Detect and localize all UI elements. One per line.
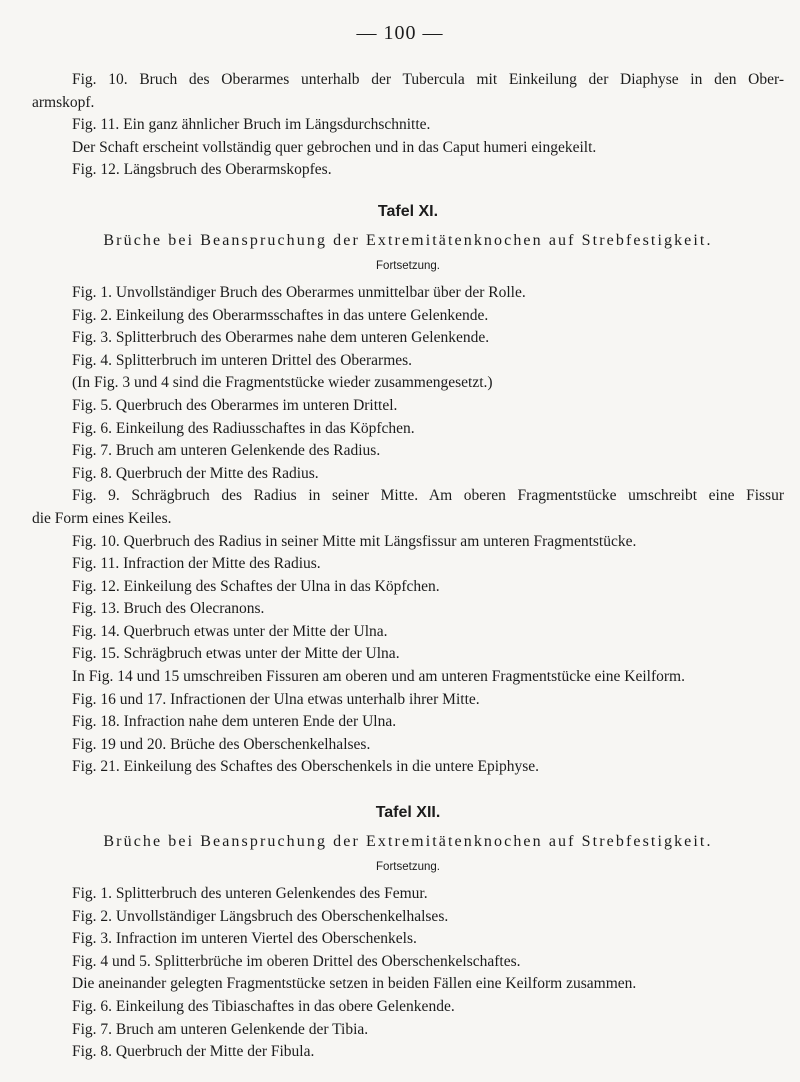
text-line: (In Fig. 3 und 4 sind die Fragmentstücke wieder zusammengesetzt.) [72, 374, 493, 392]
text-line: die Form eines Keiles. [32, 509, 172, 527]
tafel-xi-section [32, 202, 784, 779]
text-line: Fig. 15. Schrägbruch etwas unter der Mitte der Ulna. [72, 645, 400, 663]
text-line: Fig. 6. Einkeilung des Tibiaschaftes in das obere Gelenkende. [72, 998, 455, 1015]
text-line: Fig. 4 und 5. Splitterbrüche im oberen Drittel des Oberschenkelschaftes. [72, 952, 521, 970]
text-line: Fig. 14. Querbruch etwas unter der Mitte der Ulna. [72, 622, 388, 640]
text-line: Fig. 4. Splitterbruch im unteren Drittel des Oberarmes. [72, 351, 413, 369]
text-line: Fig. 1. Unvollständiger Bruch des Oberarmes unmittelbar über der Rolle. [72, 283, 526, 301]
text-line: armskopf. [32, 93, 95, 111]
text-line: Der Schaft erscheint vollständig quer gebrochen und in das Caput humeri eingekeilt. [72, 138, 597, 156]
text-line: Fig. 10. Bruch des Oberarmes unterhalb der Tubercula mit Einkeilung der Diaphyse in den Ober- [72, 71, 784, 88]
text-line: Die aneinander gelegten Fragmentstücke setzen in beiden Fällen eine Keilform zusammen. [72, 975, 637, 993]
text-line: Fig. 16 und 17. Infractionen der Ulna etwas unterhalb ihrer Mitte. [72, 690, 480, 708]
text-line: Fig. 3. Splitterbruch des Oberarmes nahe dem unteren Gelenkende. [72, 329, 490, 347]
section-note: Fortsetzung. [376, 259, 440, 272]
text-line: Fig. 19 und 20. Brüche des Oberschenkelhalses. [72, 735, 371, 753]
tafel-xii-section [32, 803, 784, 1064]
page-body [32, 69, 784, 1064]
section-subtitle: Brüche bei Beanspruchung der Extremitätenknochen auf Strebfestigkeit. [103, 231, 713, 249]
text-line: Fig. 5. Querbruch des Oberarmes im unteren Drittel. [72, 396, 398, 414]
text-line: Fig. 6. Einkeilung des Radiusschaftes in das Köpfchen. [72, 419, 415, 437]
text-line: Fig. 2. Unvollständiger Längsbruch des Oberschenkelhalses. [72, 907, 449, 925]
text-line: Fig. 10. Querbruch des Radius in seiner Mitte mit Längsfissur am unteren Fragmentstücke. [72, 532, 637, 550]
text-line: Fig. 1. Splitterbruch des unteren Gelenkendes des Femur. [72, 885, 428, 903]
text-line: Fig. 7. Bruch am unteren Gelenkende des Radius. [72, 442, 381, 460]
text-line: Fig. 3. Infraction im unteren Viertel des Oberschenkels. [72, 930, 417, 948]
section-subtitle: Brüche bei Beanspruchung der Extremitätenknochen auf Strebfestigkeit. [103, 833, 713, 851]
page-number: — 100 — [356, 22, 444, 44]
text-line: Fig. 8. Querbruch der Mitte der Fibula. [72, 1043, 315, 1061]
text-line: Fig. 9. Schrägbruch des Radius in seiner Mitte. Am oberen Fragmentstücke umschreibt eine Fissur [72, 487, 784, 505]
text-line: Fig. 8. Querbruch der Mitte des Radius. [72, 464, 319, 482]
text-line: Fig. 12. Längsbruch des Oberarmskopfes. [72, 161, 332, 179]
text-line: In Fig. 14 und 15 umschreiben Fissuren am oberen und am unteren Fragmentstücke eine Keilform. [72, 668, 685, 686]
section-heading: Tafel XI. [377, 202, 439, 220]
text-line: Fig. 21. Einkeilung des Schaftes des Oberschenkels in die untere Epiphyse. [72, 758, 540, 776]
section-heading: Tafel XII. [375, 804, 441, 822]
text-line: Fig. 12. Einkeilung des Schaftes der Ulna in das Köpfchen. [72, 577, 440, 595]
text-line: Fig. 2. Einkeilung des Oberarmsschaftes in das untere Gelenkende. [72, 306, 489, 324]
intro-section [32, 69, 784, 182]
text-line: Fig. 18. Infraction nahe dem unteren Ende der Ulna. [72, 713, 397, 731]
section-note: Fortsetzung. [376, 861, 440, 874]
text-line: Fig. 7. Bruch am unteren Gelenkende der Tibia. [72, 1020, 369, 1038]
text-line: Fig. 11. Ein ganz ähnlicher Bruch im Längsdurchschnitte. [72, 116, 431, 134]
text-line: Fig. 11. Infraction der Mitte des Radius. [72, 555, 321, 573]
text-line: Fig. 13. Bruch des Olecranons. [72, 600, 265, 618]
